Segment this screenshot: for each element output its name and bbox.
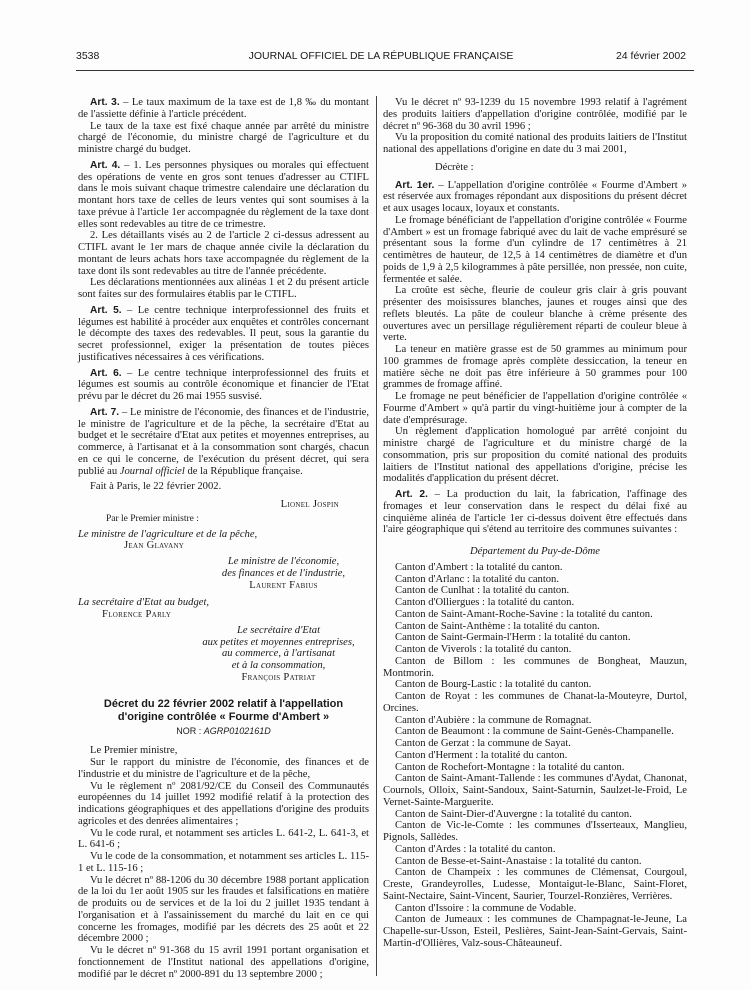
article-3: Art. 3. – Le taux maximum de la taxe est de 1,8 ‰ du montant de l'assiette définie à l'article précédent. xyxy=(78,97,369,120)
nor-reference: NOR : AGRP0102161D xyxy=(176,725,271,736)
paragraph: Vu la proposition du comité national des produits laitiers de l'Institut national des appellations d'origine en date du 3 mai 2001, xyxy=(383,132,687,155)
canton-item: Canton de Besse-et-Saint-Anastaise : la totalité du canton. xyxy=(395,855,642,867)
decree-title: Décret du 22 février 2002 relatif à l'appellation d'origine contrôlée « Fourme d'Ambert » xyxy=(103,697,344,723)
pme-signature: Le secrétaire d'Etat aux petites et moyennes entreprises, au commerce, à l'artisanat et à la consommation, François Patriat xyxy=(78,625,369,684)
page-number: 3538 xyxy=(76,50,100,62)
article-label: Art. 4. xyxy=(90,159,121,171)
paragraph: Vu le règlement nº 2081/92/CE du Conseil des Communautés européennes du 14 juillet 1992 modifié relatif à la protection des indications géographiques et des appellations d'origine des produits agricoles et des denrées alimentaires ; xyxy=(78,780,369,827)
paragraph: Le fromage bénéficiant de l'appellation d'origine contrôlée « Fourme d'Ambert » est un fromage fabriqué avec du lait de vache emprésuré se présentant sous la forme d'un cylindre de 17 centimètres à 21 centimètres de hauteur, de 12,5 à 14 centimètres de diamètre et d'un poids de 1,9 à 2,5 kilogrammes à pâte persillée, non pressée, non cuite, fermentée et salée. xyxy=(383,214,687,285)
page-header xyxy=(76,50,686,64)
journal-title: JOURNAL OFFICIEL DE LA RÉPUBLIQUE FRANÇAISE xyxy=(248,50,514,62)
paragraph: La teneur en matière grasse est de 50 grammes au minimum pour 100 grammes de fromage après complète dessiccation, la teneur en matière sèche ne doit pas être inférieure à 50 grammes pour 100 grammes de fromage affiné. xyxy=(383,344,687,391)
canton-item: Canton de Saint-Amant-Tallende : les communes d'Aydat, Chanonat, Cournols, Olloix, Saint-Sandoux, Saint-Saturnin, Saulzet-le-Froid, Le Vernet-Sainte-Marguerite. xyxy=(383,773,687,808)
agri-name: Jean Glavany xyxy=(124,540,185,552)
article-4: Art. 4. – 1. Les personnes physiques ou morales qui effectuent des opérations de vente en gros sont tenues d'adresser au CTIFL dans le mois suivant chaque trimestre calendaire une déclaration du montant hors taxe de celles de leurs ventes qui sont soumises à la taxe prévue à l'article 1er accompagnée du règlement de la taxe dont elles sont redevables au titre de ce trimestre. xyxy=(78,159,370,230)
eco-name: Laurent Fabius xyxy=(249,579,318,591)
article-label: Art. 2. xyxy=(395,489,428,500)
eco-signature: Le ministre de l'économie, des finances et de l'industrie, Laurent Fabius xyxy=(78,556,369,591)
decrete-heading: Décrète : xyxy=(435,161,474,173)
article-5: Art. 5. – Le centre technique interprofessionnel des fruits et légumes est habilité à procéder aux enquêtes et contrôles concernant le décompte des taxes des redevables. Il peut, sous la garantie du secret professionnel, exiger la présentation de toutes pièces justificatives nécessaires à ces vérifications. xyxy=(78,304,369,363)
paragraph: Vu le décret nº 88-1206 du 30 décembre 1988 portant application de la loi du 1er août 1905 sur les fraudes et falsifications en matière de produits ou de services et de la loi du 2 juillet 1935 tendant à l'organisation et à l'assainissement du marché du lait en ce qui concerne les fromages, modifié par les décrets des 25 août et 22 décembre 2000 ; xyxy=(78,874,369,945)
canton-item: Canton de Saint-Amant-Roche-Savine : la totalité du canton. xyxy=(395,608,653,620)
canton-item: Canton de Rochefort-Montagne : la totalité du canton. xyxy=(395,761,625,773)
paragraph: Vu le décret nº 91-368 du 15 avril 1991 portant organisation et fonctionnement de l'Institut national des appellations d'origine, modifié par le décret nº 2000-891 du 13 septembre 2000 ; xyxy=(78,945,369,980)
by-pm: Par le Premier ministre : xyxy=(106,513,199,524)
article-2: Art. 2. – La production du lait, la fabrication, l'affinage des fromages et leur conservation dans le respect du délai fixé au cinquième alinéa de l'article 1er ci-dessus doivent être effectués dans l'aire géographique qui s'étend au territoire des communes suivantes : xyxy=(383,489,687,536)
canton-item: Canton de Champeix : les communes de Clémensat, Courgoul, Creste, Grandeyrolles, Ludesse, Montaigut-le-Blanc, Saint-Floret, Saint-Nectaire, Saint-Vincent, Saurier, Tourzel-Ronzières, Verrières. xyxy=(383,867,687,902)
paragraph: Vu le décret nº 93-1239 du 15 novembre 1993 relatif à l'agrément des produits laitiers d'appellation d'origine contrôlée, modifié par le décret nº 96-368 du 30 avril 1996 ; xyxy=(383,97,687,132)
canton-item: Canton d'Aubière : la commune de Romagnat. xyxy=(395,714,592,726)
canton-list xyxy=(383,562,687,950)
pme-name: François Patriat xyxy=(241,671,316,683)
budget-title: La secrétaire d'Etat au budget, xyxy=(78,597,210,609)
paragraph: Vu le code de la consommation, et notamment ses articles L. 115-1 et L. 115-16 ; xyxy=(78,851,369,874)
article-label: Art. 3. xyxy=(90,97,120,108)
canton-item: Canton de Gerzat : la commune de Sayat. xyxy=(395,738,571,749)
department-heading: Département du Puy-de-Dôme xyxy=(469,546,601,557)
paragraph: Le taux de la taxe est fixé chaque année par arrêté du ministre chargé de l'économie, du ministre chargé de l'agriculture et du ministre chargé du budget. xyxy=(78,120,369,155)
canton-item: Canton d'Issoire : la commune de Vodable. xyxy=(395,902,577,914)
canton-item: Canton d'Arlanc : la totalité du canton. xyxy=(395,573,560,585)
canton-item: Canton de Saint-Dier-d'Auvergne : la totalité du canton. xyxy=(395,808,632,820)
canton-item: Canton de Jumeaux : les communes de Champagnat-le-Jeune, La Chapelle-sur-Usson, Esteil, Peslières, Saint-Jean-Saint-Gervais, Saint-Martin-d'Ollières, Valz-sous-Châteauneuf. xyxy=(383,914,687,949)
canton-item: Canton de Viverols : la totalité du canton. xyxy=(395,644,572,655)
article-label: Art. 6. xyxy=(90,367,122,379)
signature-pm: Lionel Jospin xyxy=(280,499,339,510)
paragraph: Sur le rapport du ministre de l'économie, des finances et de l'industrie et du ministre de l'agriculture et de la pêche, xyxy=(78,757,369,780)
paragraph: La croûte est sèche, fleurie de couleur gris clair à gris pouvant présenter des moisissures blanches, jaunes et rouges ainsi que des reflets bleutés. La pâte de couleur blanche à crème présente des ouvertures avec un persillage régulièrement réparti de couleur bleue à verte. xyxy=(383,285,687,344)
canton-item: Canton de Vic-le-Comte : les communes d'Isserteaux, Manglieu, Pignols, Sallèdes. xyxy=(383,820,687,843)
right-column xyxy=(383,97,687,950)
article-1: Art. 1er. – L'appellation d'origine contrôlée « Fourme d'Ambert » est réservée aux fromages répondant aux dispositions du présent décret et aux usages locaux, loyaux et constants. xyxy=(383,179,687,214)
agri-title: Le ministre de l'agriculture et de la pêche, xyxy=(78,528,258,540)
paragraph: Les déclarations mentionnées aux alinéas 1 et 2 du présent article sont faites sur des formulaires établis par le CTIFL. xyxy=(78,277,369,300)
done-at: Fait à Paris, le 22 février 2002. xyxy=(90,481,222,493)
paragraph: 2. Les détaillants visés au 2 de l'article 2 ci-dessus adressent au CTIFL avant le 1er mars de chaque année civile la déclaration du montant de leurs achats hors taxe accompagnée du règlement de la taxe dont ils sont redevables au titre de l'année précédente. xyxy=(78,230,369,277)
canton-item: Canton de Cunlhat : la totalité du canton. xyxy=(395,585,570,597)
canton-item: Canton d'Ambert : la totalité du canton. xyxy=(395,561,563,573)
article-label: Art. 5. xyxy=(90,304,122,316)
canton-item: Canton de Saint-Germain-l'Herm : la totalité du canton. xyxy=(395,632,631,644)
canton-item: Canton d'Herment : la totalité du canton. xyxy=(395,749,568,761)
canton-item: Canton de Royat : les communes de Chanat-la-Mouteyre, Durtol, Orcines. xyxy=(383,691,687,714)
paragraph: Un règlement d'application homologué par arrêté conjoint du ministre chargé de l'agriculture et du ministre chargé de la consommation, pris sur proposition du comité national des produits laitiers de l'Institut national des appellations d'origine, précise les modalités d'application du présent décret. xyxy=(383,426,687,485)
paragraph: Le Premier ministre, xyxy=(90,745,178,757)
paragraph: Vu le code rural, et notamment ses articles L. 641-2, L. 641-3, et L. 641-6 ; xyxy=(78,827,369,851)
canton-item: Canton d'Ardes : la totalité du canton. xyxy=(395,843,556,855)
paragraph: Le fromage ne peut bénéficier de l'appellation d'origine contrôlée « Fourme d'Ambert » qu'à partir du vingt-huitième jour à compter de la date d'emprésurage. xyxy=(383,391,687,426)
left-column xyxy=(78,97,369,980)
column-divider xyxy=(376,96,377,976)
canton-item: Canton de Beaumont : la commune de Saint-Genès-Champanelle. xyxy=(395,726,674,738)
canton-item: Canton de Saint-Anthème : la totalité du canton. xyxy=(395,620,600,632)
issue-date: 24 février 2002 xyxy=(615,50,686,62)
article-label: Art. 7. xyxy=(90,406,120,418)
article-7: Art. 7. – Le ministre de l'économie, des finances et de l'industrie, le ministre de l'agriculture et de la pêche, la secrétaire d'Etat au budget et le secrétaire d'Etat aux petites et moyennes entreprises, au commerce, à l'artisanat et à la consommation sont chargés, chacun en ce qui le concerne, de l'exécution du présent décret, qui sera publié au Journal officiel de la République française. xyxy=(78,406,369,477)
article-6: Art. 6. – Le centre technique interprofessionnel des fruits et légumes est soumis au contrôle économique et financier de l'Etat prévu par le décret du 26 mai 1955 susvisé. xyxy=(78,367,369,402)
canton-item: Canton de Bourg-Lastic : la totalité du canton. xyxy=(395,679,592,691)
canton-item: Canton de Billom : les communes de Bongheat, Mauzun, Montmorin. xyxy=(383,655,687,679)
budget-name: Florence Parly xyxy=(102,609,172,620)
canton-item: Canton d'Olliergues : la totalité du canton. xyxy=(395,597,575,608)
article-label: Art. 1er. xyxy=(395,179,435,191)
header-rule xyxy=(76,70,694,71)
